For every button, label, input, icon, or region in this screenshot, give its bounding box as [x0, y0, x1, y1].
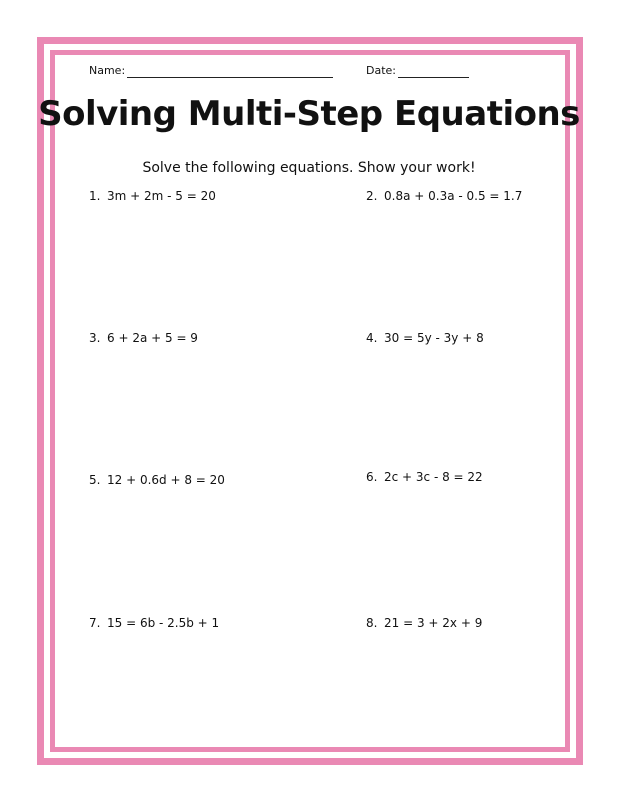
problem-equation: 3m + 2m - 5 = 20: [107, 189, 216, 203]
problem-number: 7.: [89, 616, 101, 630]
date-line[interactable]: [398, 64, 469, 78]
name-line[interactable]: [127, 64, 333, 78]
problem-7: [89, 616, 219, 630]
problem-2: [366, 189, 522, 203]
date-field[interactable]: [366, 64, 469, 78]
problem-3: [89, 331, 198, 345]
inner-border: [50, 50, 570, 752]
problem-number: 4.: [366, 331, 378, 345]
problem-6: [366, 470, 483, 484]
page-title: Solving Multi-Step Equations: [38, 94, 580, 134]
problem-number: 6.: [366, 470, 378, 484]
problem-number: 3.: [89, 331, 101, 345]
problem-1: [89, 189, 216, 203]
problem-equation: 15 = 6b - 2.5b + 1: [107, 616, 220, 630]
problem-8: [366, 616, 482, 630]
problem-number: 2.: [366, 189, 378, 203]
problem-number: 8.: [366, 616, 378, 630]
instructions: Solve the following equations. Show your work!: [142, 160, 476, 176]
problem-equation: 30 = 5y - 3y + 8: [384, 331, 484, 345]
problem-equation: 12 + 0.6d + 8 = 20: [107, 473, 225, 487]
problem-equation: 6 + 2a + 5 = 9: [107, 331, 198, 345]
problem-equation: 21 = 3 + 2x + 9: [384, 616, 483, 630]
name-label: Name:: [89, 64, 126, 77]
problem-equation: 0.8a + 0.3a - 0.5 = 1.7: [384, 189, 523, 203]
problem-4: [366, 331, 484, 345]
problem-number: 5.: [89, 473, 101, 487]
name-field[interactable]: [89, 64, 333, 78]
problem-5: [89, 473, 225, 487]
problem-equation: 2c + 3c - 8 = 22: [384, 470, 483, 484]
date-label: Date:: [366, 64, 396, 77]
problem-number: 1.: [89, 189, 101, 203]
